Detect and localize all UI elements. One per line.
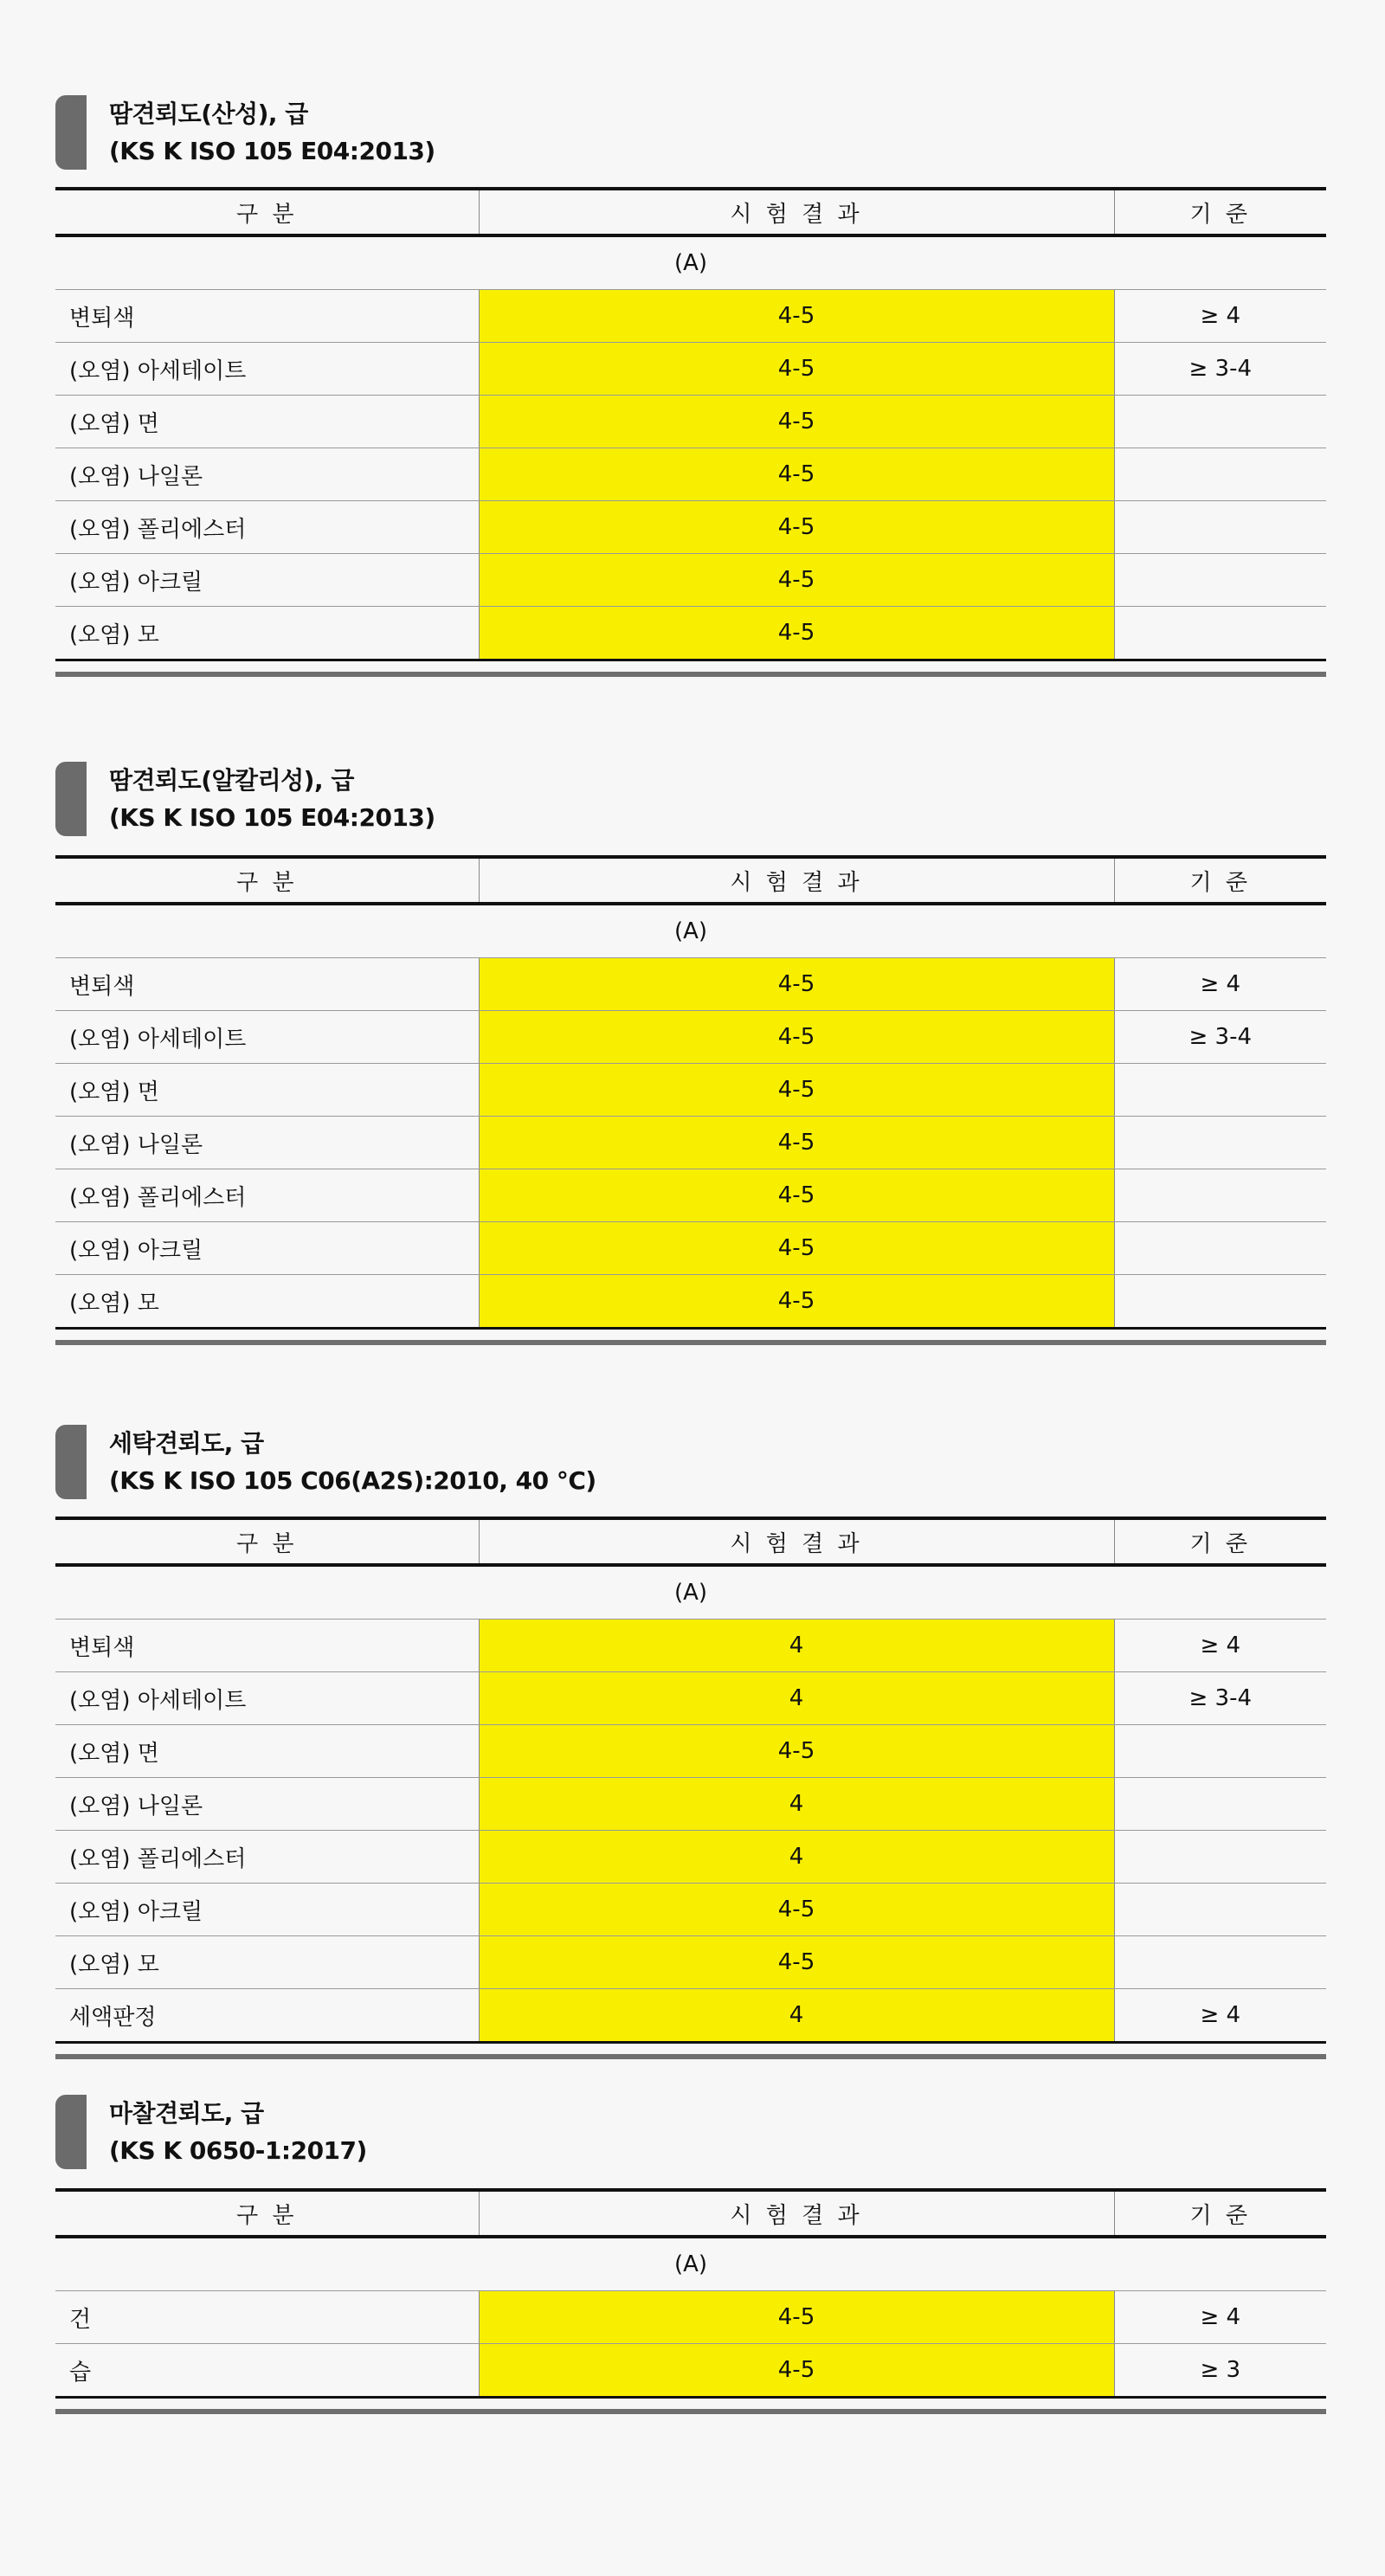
section-title — [109, 2095, 367, 2169]
section-bottom-rule — [55, 2054, 1326, 2059]
row-result: 4 — [479, 1831, 1114, 1884]
section-header — [55, 762, 1326, 866]
row-result: 4 — [479, 1778, 1114, 1831]
table-row — [55, 2291, 1326, 2344]
section-marker-bar — [55, 2095, 87, 2169]
results-table — [55, 187, 1326, 661]
table-row — [55, 1778, 1326, 1831]
row-result: 4-5 — [479, 1011, 1114, 1064]
table-row — [55, 448, 1326, 501]
table-row — [55, 1011, 1326, 1064]
table-row — [55, 396, 1326, 448]
section-title-standard: (KS K ISO 105 C06(A2S):2010, 40 °C) — [109, 1466, 596, 1495]
table-row — [55, 1222, 1326, 1275]
table-row — [55, 607, 1326, 660]
table-header-row — [55, 189, 1326, 235]
section-washing — [55, 1425, 1326, 2031]
section-title — [109, 1425, 596, 1499]
section-marker-bar — [55, 1425, 87, 1499]
row-result: 4 — [479, 1672, 1114, 1725]
table-row — [55, 501, 1326, 554]
row-standard — [1114, 396, 1326, 448]
section-title-name: 땀견뢰도(알칼리성), 급 — [109, 766, 354, 795]
row-label: (오염) 아세테이트 — [55, 1011, 479, 1064]
row-result: 4-5 — [479, 2344, 1114, 2398]
row-result: 4-5 — [479, 1117, 1114, 1169]
table-row — [55, 1620, 1326, 1672]
row-label: 건 — [55, 2291, 479, 2344]
section-title-standard: (KS K ISO 105 E04:2013) — [109, 803, 435, 832]
table-row — [55, 290, 1326, 343]
row-label: (오염) 모 — [55, 1936, 479, 1989]
header-standard: 기 준 — [1114, 1518, 1326, 1565]
table-row — [55, 958, 1326, 1011]
header-standard: 기 준 — [1114, 857, 1326, 904]
section-title-standard: (KS K 0650-1:2017) — [109, 2136, 367, 2165]
row-label: (오염) 폴리에스터 — [55, 501, 479, 554]
row-standard — [1114, 607, 1326, 660]
row-standard: ≥ 3-4 — [1114, 1011, 1326, 1064]
header-result: 시 험 결 과 — [479, 857, 1114, 904]
row-result: 4-5 — [479, 501, 1114, 554]
row-standard: ≥ 4 — [1114, 1620, 1326, 1672]
row-result: 4-5 — [479, 396, 1114, 448]
row-label: (오염) 폴리에스터 — [55, 1169, 479, 1222]
row-standard — [1114, 1725, 1326, 1778]
row-standard — [1114, 1275, 1326, 1329]
section-title — [109, 762, 435, 836]
section-marker-bar — [55, 95, 87, 170]
row-standard — [1114, 1831, 1326, 1884]
row-label: (오염) 아세테이트 — [55, 1672, 479, 1725]
results-table — [55, 855, 1326, 1330]
section-title — [109, 95, 435, 170]
row-standard — [1114, 448, 1326, 501]
row-standard: ≥ 3-4 — [1114, 1672, 1326, 1725]
results-table — [55, 1517, 1326, 2044]
row-label: (오염) 면 — [55, 1725, 479, 1778]
row-result: 4-5 — [479, 1064, 1114, 1117]
table-row — [55, 1884, 1326, 1936]
row-standard: ≥ 4 — [1114, 290, 1326, 343]
table-row — [55, 1672, 1326, 1725]
header-category: 구 분 — [55, 2190, 479, 2237]
table-row — [55, 1831, 1326, 1884]
section-header — [55, 95, 1326, 199]
section-header — [55, 1425, 1326, 1529]
row-result: 4-5 — [479, 1275, 1114, 1329]
row-label: (오염) 나일론 — [55, 1778, 479, 1831]
section-marker-bar — [55, 762, 87, 836]
row-label: 변퇴색 — [55, 290, 479, 343]
table-subheader-row — [55, 2237, 1326, 2291]
header-category: 구 분 — [55, 857, 479, 904]
table-header-row — [55, 1518, 1326, 1565]
table-subheader-row — [55, 904, 1326, 958]
row-standard — [1114, 554, 1326, 607]
row-result: 4-5 — [479, 1222, 1114, 1275]
row-label: 변퇴색 — [55, 1620, 479, 1672]
table-row — [55, 1064, 1326, 1117]
row-result: 4 — [479, 1989, 1114, 2043]
row-result: 4-5 — [479, 1169, 1114, 1222]
row-result: 4-5 — [479, 554, 1114, 607]
header-category: 구 분 — [55, 189, 479, 235]
row-standard — [1114, 1936, 1326, 1989]
row-label: (오염) 나일론 — [55, 1117, 479, 1169]
header-result: 시 험 결 과 — [479, 189, 1114, 235]
header-category: 구 분 — [55, 1518, 479, 1565]
section-bottom-rule — [55, 672, 1326, 677]
section-rubbing — [55, 2095, 1326, 2386]
header-result: 시 험 결 과 — [479, 1518, 1114, 1565]
row-standard — [1114, 1778, 1326, 1831]
row-standard: ≥ 3-4 — [1114, 343, 1326, 396]
table-row — [55, 343, 1326, 396]
row-label: 습 — [55, 2344, 479, 2398]
row-standard — [1114, 1169, 1326, 1222]
row-label: (오염) 아세테이트 — [55, 343, 479, 396]
row-result: 4-5 — [479, 1936, 1114, 1989]
section-title-standard: (KS K ISO 105 E04:2013) — [109, 137, 435, 165]
table-row — [55, 1169, 1326, 1222]
row-standard: ≥ 4 — [1114, 2291, 1326, 2344]
section-bottom-rule — [55, 1340, 1326, 1345]
subheader-sample: (A) — [55, 235, 1326, 290]
row-label: (오염) 모 — [55, 607, 479, 660]
row-result: 4 — [479, 1620, 1114, 1672]
table-subheader-row — [55, 1565, 1326, 1620]
row-standard — [1114, 1117, 1326, 1169]
row-standard: ≥ 4 — [1114, 1989, 1326, 2043]
table-row — [55, 1989, 1326, 2043]
header-standard: 기 준 — [1114, 2190, 1326, 2237]
section-title-name: 세탁견뢰도, 급 — [109, 1429, 264, 1458]
table-row — [55, 1275, 1326, 1329]
row-result: 4-5 — [479, 2291, 1114, 2344]
table-row — [55, 1117, 1326, 1169]
row-label: (오염) 면 — [55, 396, 479, 448]
header-standard: 기 준 — [1114, 189, 1326, 235]
section-perspiration-acid — [55, 95, 1326, 648]
row-standard — [1114, 1884, 1326, 1936]
row-label: (오염) 아크릴 — [55, 1884, 479, 1936]
row-standard — [1114, 1064, 1326, 1117]
table-header-row — [55, 2190, 1326, 2237]
row-result: 4-5 — [479, 448, 1114, 501]
subheader-sample: (A) — [55, 2237, 1326, 2291]
row-result: 4-5 — [479, 290, 1114, 343]
table-header-row — [55, 857, 1326, 904]
row-result: 4-5 — [479, 958, 1114, 1011]
header-result: 시 험 결 과 — [479, 2190, 1114, 2237]
table-row — [55, 554, 1326, 607]
row-label: (오염) 면 — [55, 1064, 479, 1117]
row-result: 4-5 — [479, 1884, 1114, 1936]
row-result: 4-5 — [479, 1725, 1114, 1778]
row-label: (오염) 폴리에스터 — [55, 1831, 479, 1884]
section-title-name: 땀견뢰도(산성), 급 — [109, 100, 308, 128]
row-standard: ≥ 4 — [1114, 958, 1326, 1011]
row-label: (오염) 모 — [55, 1275, 479, 1329]
row-label: 변퇴색 — [55, 958, 479, 1011]
row-label: (오염) 나일론 — [55, 448, 479, 501]
section-header — [55, 2095, 1326, 2199]
section-perspiration-alkaline — [55, 762, 1326, 1317]
section-bottom-rule — [55, 2409, 1326, 2414]
row-standard: ≥ 3 — [1114, 2344, 1326, 2398]
subheader-sample: (A) — [55, 1565, 1326, 1620]
subheader-sample: (A) — [55, 904, 1326, 958]
table-row — [55, 1725, 1326, 1778]
row-label: (오염) 아크릴 — [55, 1222, 479, 1275]
row-label: (오염) 아크릴 — [55, 554, 479, 607]
section-title-name: 마찰견뢰도, 급 — [109, 2099, 264, 2128]
row-standard — [1114, 1222, 1326, 1275]
row-standard — [1114, 501, 1326, 554]
table-subheader-row — [55, 235, 1326, 290]
table-row — [55, 2344, 1326, 2398]
row-result: 4-5 — [479, 343, 1114, 396]
row-result: 4-5 — [479, 607, 1114, 660]
results-table — [55, 2188, 1326, 2399]
row-label: 세액판정 — [55, 1989, 479, 2043]
table-row — [55, 1936, 1326, 1989]
